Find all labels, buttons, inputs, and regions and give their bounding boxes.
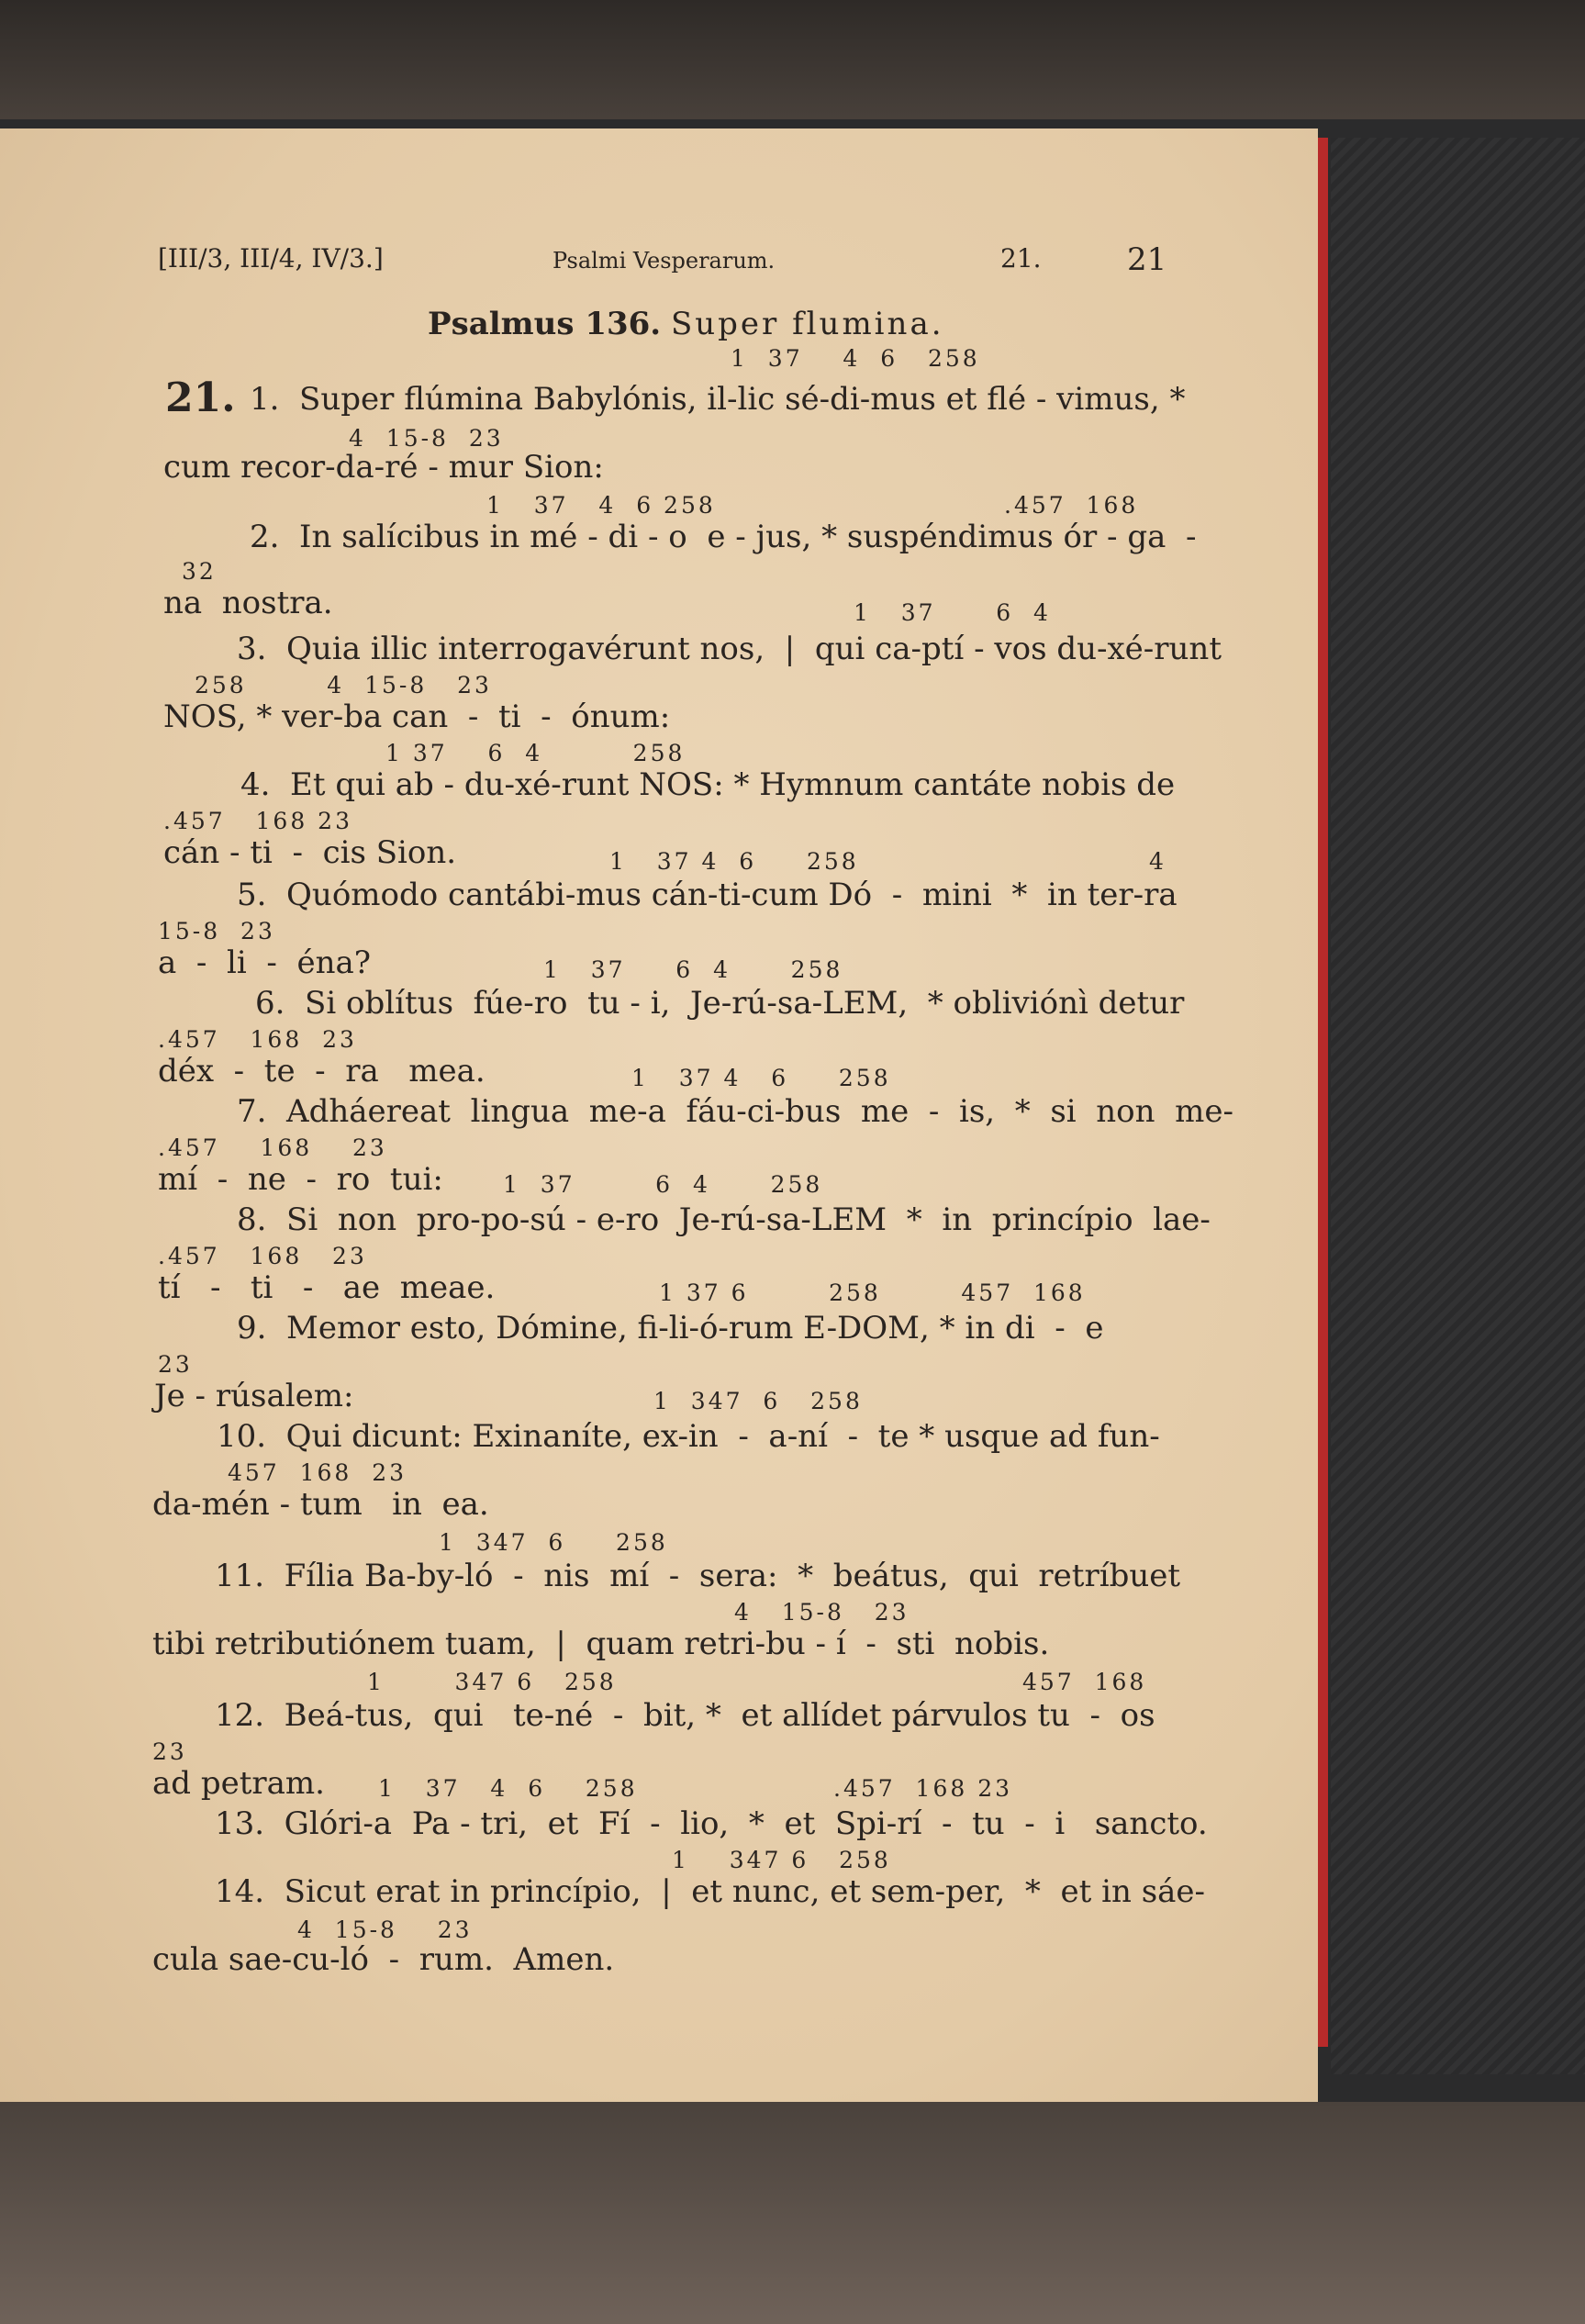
verse-line: 7. Adháereat lingua me-a fáu-ci-bus me - is, * si non me- bbox=[237, 1093, 1233, 1130]
verse-line: 14. Sicut erat in princípio, | et nunc, et sem-per, * et in sáe- bbox=[215, 1873, 1206, 1910]
verse-line: 2. In salícibus in mé - di - o e - jus, * suspéndimus ór - ga - bbox=[250, 519, 1197, 555]
verse-line: na nostra. bbox=[163, 585, 333, 621]
tone-numbers: 1 347 6 258 bbox=[367, 1669, 617, 1695]
psalm-number: 21. bbox=[165, 374, 236, 421]
tone-numbers: 4 15-8 23 bbox=[734, 1599, 910, 1626]
tone-numbers: 457 168 bbox=[1022, 1669, 1147, 1695]
tone-numbers: 1 37 4 6 258 bbox=[486, 492, 716, 519]
verse-line: 8. Si non pro-po-sú - e-ro Je-rú-sa-LEM * in princípio lae- bbox=[237, 1201, 1211, 1238]
tone-numbers: .457 168 23 bbox=[158, 1134, 387, 1161]
verse-line: 13. Glóri-a Pa - tri, et Fí - lio, * et Spi-rí - tu - i sancto. bbox=[215, 1805, 1208, 1842]
tone-numbers: 4 15-8 23 bbox=[349, 425, 504, 452]
verse-line: 9. Memor esto, Dómine, fi-li-ó-rum E-DOM, * in di - e bbox=[237, 1310, 1104, 1346]
verse-line: 6. Si oblítus fúe-ro tu - i, Je-rú-sa-LEM, * obliviónì detur bbox=[255, 985, 1185, 1022]
tone-numbers: 4 15-8 23 bbox=[297, 1916, 473, 1943]
verse-line: cum recor-da-ré - mur Sion: bbox=[163, 449, 604, 486]
book-cover-texture bbox=[1331, 138, 1585, 2074]
verse-line: Je - rúsalem: bbox=[154, 1378, 354, 1414]
verse-line: mí - ne - ro tui: bbox=[158, 1161, 443, 1198]
header-center: Psalmi Vesperarum. bbox=[553, 248, 776, 274]
tone-numbers: .457 168 bbox=[1004, 492, 1139, 519]
background-bottom bbox=[0, 2102, 1585, 2324]
verse-line: cán - ti - cis Sion. bbox=[163, 834, 457, 871]
tone-numbers: 1 37 4 6 258 bbox=[609, 848, 859, 875]
verse-line: tí - ti - ae meae. bbox=[158, 1269, 496, 1306]
tone-numbers: 258 4 15-8 23 bbox=[195, 672, 492, 698]
psalm-title bbox=[428, 308, 944, 340]
tone-numbers: 1 37 4 6 258 bbox=[731, 345, 980, 372]
verse-line: 12. Beá-tus, qui te-né - bit, * et allídet párvulos tu - os bbox=[215, 1697, 1155, 1734]
tone-numbers: 1 347 6 258 bbox=[439, 1529, 668, 1556]
verse-line: tibi retributiónem tuam, | quam retri-bu - í - sti nobis. bbox=[152, 1626, 1050, 1662]
tone-numbers: .457 168 23 bbox=[163, 808, 352, 834]
red-page-edge bbox=[1317, 138, 1328, 2047]
verse-line: 5. Quómodo cantábi-mus cán-ti-cum Dó - mini * in ter-ra bbox=[237, 877, 1178, 913]
verse-line: 4. Et qui ab - du-xé-runt NOS: * Hymnum cantáte nobis de bbox=[240, 766, 1176, 803]
tone-numbers: 15-8 23 bbox=[158, 918, 275, 944]
tone-numbers: 32 bbox=[182, 558, 217, 585]
tone-numbers: .457 168 23 bbox=[158, 1243, 367, 1269]
tone-numbers: 1 37 6 4 258 bbox=[385, 740, 686, 766]
verse-line: 3. Quia illic interrogavérunt nos, | qui ca-ptí - vos du-xé-runt bbox=[237, 631, 1222, 667]
background-top bbox=[0, 0, 1585, 128]
tone-numbers: .457 168 23 bbox=[158, 1026, 357, 1053]
tone-numbers: 1 347 6 258 bbox=[672, 1847, 891, 1873]
verse-line: NOS, * ver-ba can - ti - ónum: bbox=[163, 698, 671, 735]
tone-numbers: 1 37 6 258 457 168 bbox=[659, 1279, 1086, 1306]
tone-numbers: 23 bbox=[152, 1738, 187, 1765]
psalm-label: Psalmus 136. bbox=[428, 306, 662, 342]
verse-line: cula sae-cu-ló - rum. Amen. bbox=[152, 1941, 615, 1978]
verse-line: 10. Qui dicunt: Exinaníte, ex-in - a-ní - te * usque ad fun- bbox=[217, 1418, 1160, 1455]
tone-numbers: 1 37 4 6 258 bbox=[378, 1775, 638, 1802]
verse-line: 11. Fília Ba-by-ló - nis mí - sera: * beátus, qui retríbuet bbox=[215, 1558, 1181, 1594]
tone-numbers: 23 bbox=[158, 1351, 193, 1378]
header-left: [III/3, III/4, IV/3.] bbox=[158, 243, 384, 274]
page-number: 21 bbox=[1127, 241, 1167, 278]
verse-line: déx - te - ra mea. bbox=[158, 1053, 486, 1089]
tone-numbers: 1 37 4 6 258 bbox=[631, 1065, 891, 1091]
tone-numbers: 4 bbox=[1149, 848, 1166, 875]
verse-line: ad petram. bbox=[152, 1765, 325, 1802]
verse-line: da-mén - tum in ea. bbox=[152, 1486, 489, 1523]
verse-line: 1. Super flúmina Babylónis, il-lic sé-di-mus et flé - vimus, * bbox=[250, 381, 1186, 418]
tone-numbers: .457 168 23 bbox=[833, 1775, 1013, 1802]
verse-line: a - li - éna? bbox=[158, 944, 371, 981]
tone-numbers: 1 37 6 4 258 bbox=[543, 956, 843, 983]
header-right-small: 21. bbox=[1000, 243, 1042, 274]
tone-numbers: 1 37 6 4 bbox=[854, 599, 1051, 626]
tone-numbers: 1 347 6 258 bbox=[653, 1388, 863, 1414]
tone-numbers: 1 37 6 4 258 bbox=[503, 1171, 823, 1198]
psalm-incipit: Super flumina. bbox=[670, 306, 944, 342]
tone-numbers: 457 168 23 bbox=[228, 1459, 407, 1486]
book-page bbox=[0, 128, 1318, 2102]
